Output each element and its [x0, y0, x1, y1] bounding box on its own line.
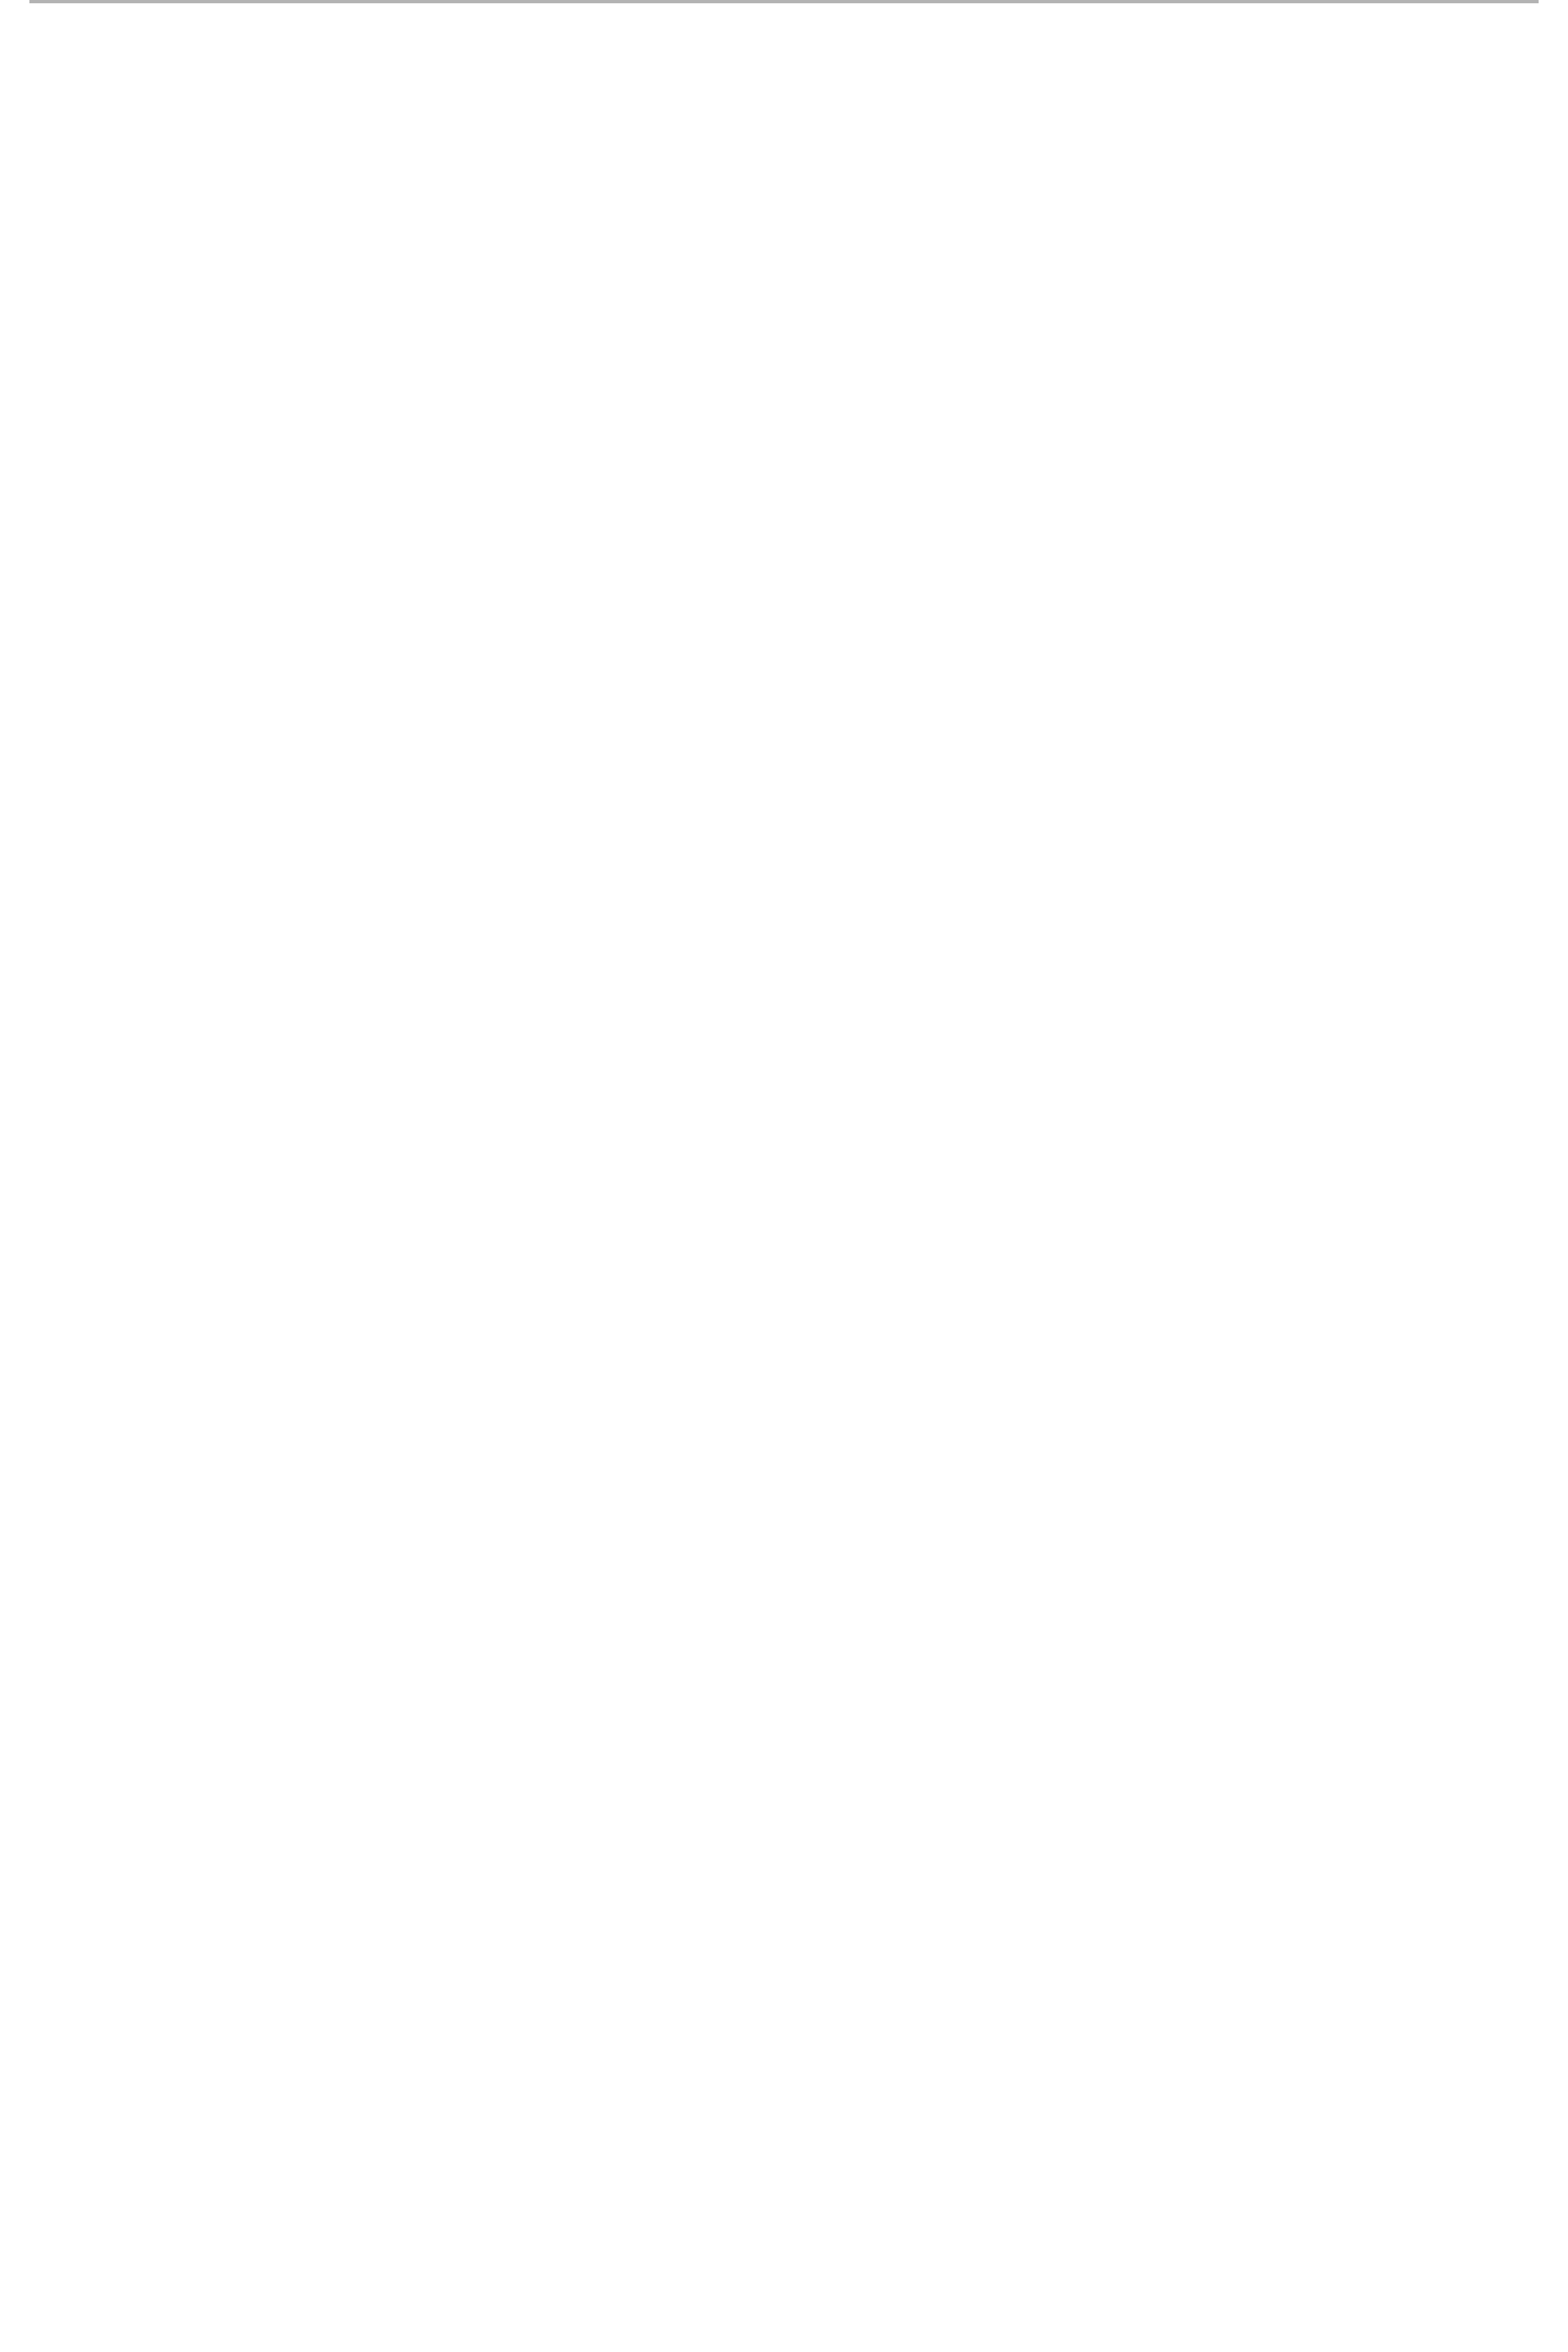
x-axis-line — [29, 0, 1539, 3]
